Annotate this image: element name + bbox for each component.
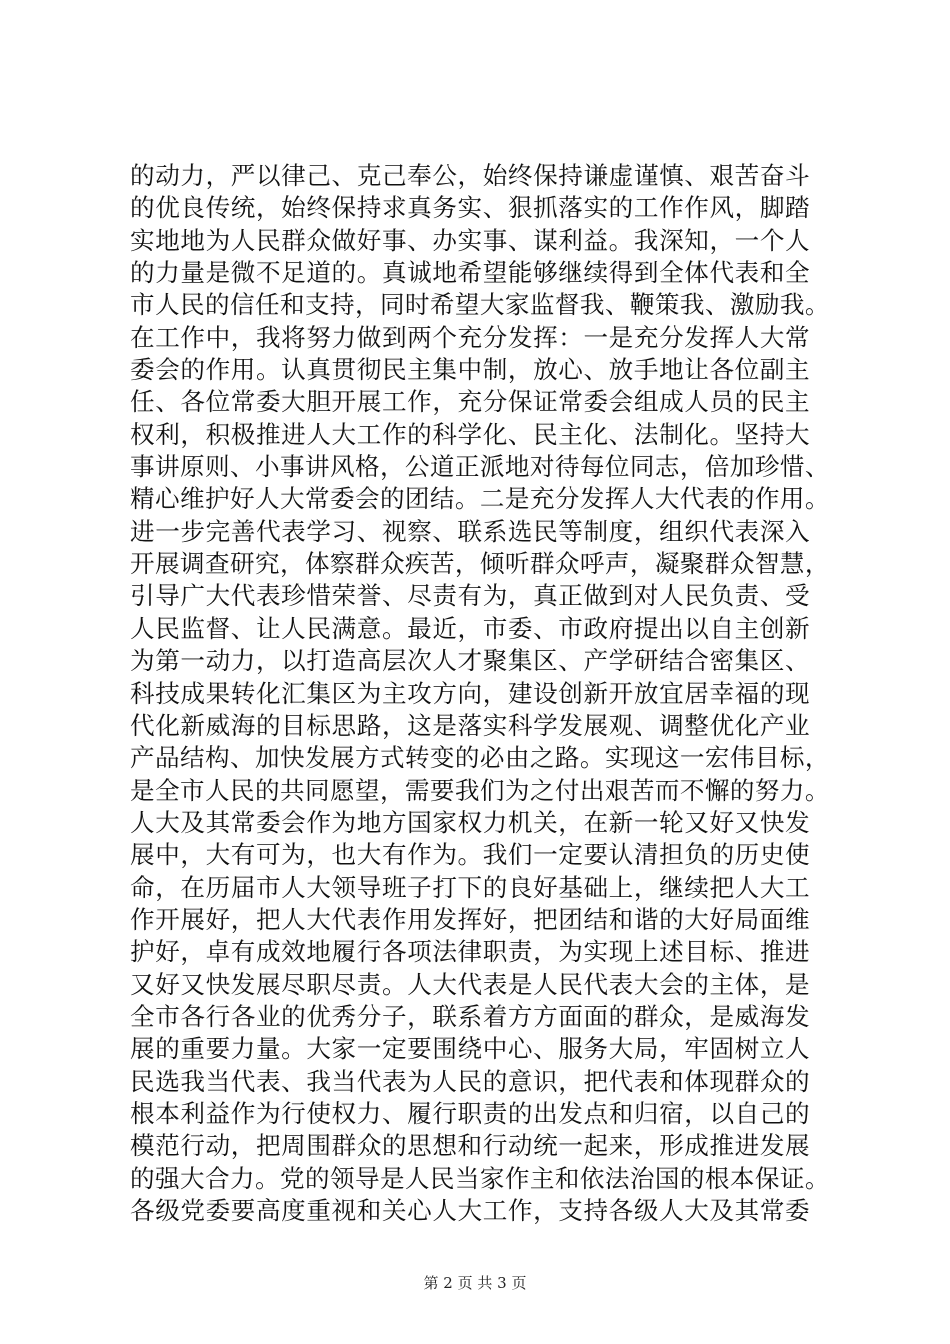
text-line: 精心维护好人大常委会的团结。二是充分发挥人大代表的作用。 (130, 484, 830, 514)
text-line: 全市各行各业的优秀分子，联系着方方面面的群众，是威海发 (130, 1001, 811, 1031)
text-line: 在工作中，我将努力做到两个充分发挥：一是充分发挥人大常 (130, 322, 811, 352)
page-number-footer: 第 2 页 共 3 页 (423, 1274, 527, 1292)
text-line: 各级党委要高度重视和关心人大工作，支持各级人大及其常委 (130, 1196, 811, 1225)
text-line: 展的重要力量。大家一定要围绕中心、服务大局，牢固树立人 (130, 1034, 811, 1064)
text-line: 产品结构、加快发展方式转变的必由之路。实现这一宏伟目标， (130, 743, 830, 773)
text-line: 事讲原则、小事讲风格，公道正派地对待每位同志，倍加珍惜、 (130, 452, 830, 482)
text-line: 又好又快发展尽职尽责。人大代表是人民代表大会的主体，是 (130, 969, 811, 999)
text-line: 人民监督、让人民满意。最近，市委、市政府提出以自主创新 (130, 613, 811, 643)
text-line: 引导广大代表珍惜荣誉、尽责有为，真正做到对人民负责、受 (130, 581, 811, 611)
text-line: 市人民的信任和支持，同时希望大家监督我、鞭策我、激励我。 (130, 290, 830, 320)
text-line: 的强大合力。党的领导是人民当家作主和依法治国的根本保证。 (130, 1163, 830, 1193)
body-text (130, 160, 830, 1227)
text-line: 科技成果转化汇集区为主攻方向，建设创新开放宜居幸福的现 (130, 678, 811, 708)
text-line: 民选我当代表、我当代表为人民的意识，把代表和体现群众的 (130, 1066, 811, 1096)
text-line: 任、各位常委大胆开展工作，充分保证常委会组成人员的民主 (130, 387, 811, 417)
text-line: 根本利益作为行使权力、履行职责的出发点和归宿，以自己的 (130, 1098, 811, 1128)
text-line: 为第一动力，以打造高层次人才聚集区、产学研结合密集区、 (130, 646, 811, 676)
text-line: 的动力，严以律己、克己奉公，始终保持谦虚谨慎、艰苦奋斗 (130, 161, 811, 190)
text-line: 是全市人民的共同愿望，需要我们为之付出艰苦而不懈的努力。 (130, 775, 830, 805)
text-line: 的优良传统，始终保持求真务实、狠抓落实的工作作风，脚踏 (130, 193, 811, 223)
text-line: 展中，大有可为，也大有作为。我们一定要认清担负的历史使 (130, 840, 811, 870)
text-line: 人大及其常委会作为地方国家权力机关，在新一轮又好又快发 (130, 807, 811, 837)
text-line: 开展调查研究，体察群众疾苦，倾听群众呼声，凝聚群众智慧， (130, 549, 830, 579)
text-line: 代化新威海的目标思路，这是落实科学发展观、调整优化产业 (130, 710, 811, 740)
text-line: 的力量是微不足道的。真诚地希望能够继续得到全体代表和全 (130, 258, 811, 288)
text-line: 委会的作用。认真贯彻民主集中制，放心、放手地让各位副主 (130, 355, 811, 385)
text-line: 作开展好，把人大代表作用发挥好，把团结和谐的大好局面维 (130, 904, 811, 934)
text-line: 模范行动，把周围群众的思想和行动统一起来，形成推进发展 (130, 1131, 811, 1161)
text-line: 命，在历届市人大领导班子打下的良好基础上，继续把人大工 (130, 872, 811, 902)
text-line: 护好，卓有成效地履行各项法律职责，为实现上述目标、推进 (130, 937, 811, 967)
text-line: 实地地为人民群众做好事、办实事、谋利益。我深知，一个人 (130, 225, 811, 255)
text-line: 权利，积极推进人大工作的科学化、民主化、法制化。坚持大 (130, 419, 811, 449)
text-line: 进一步完善代表学习、视察、联系选民等制度，组织代表深入 (130, 516, 811, 546)
